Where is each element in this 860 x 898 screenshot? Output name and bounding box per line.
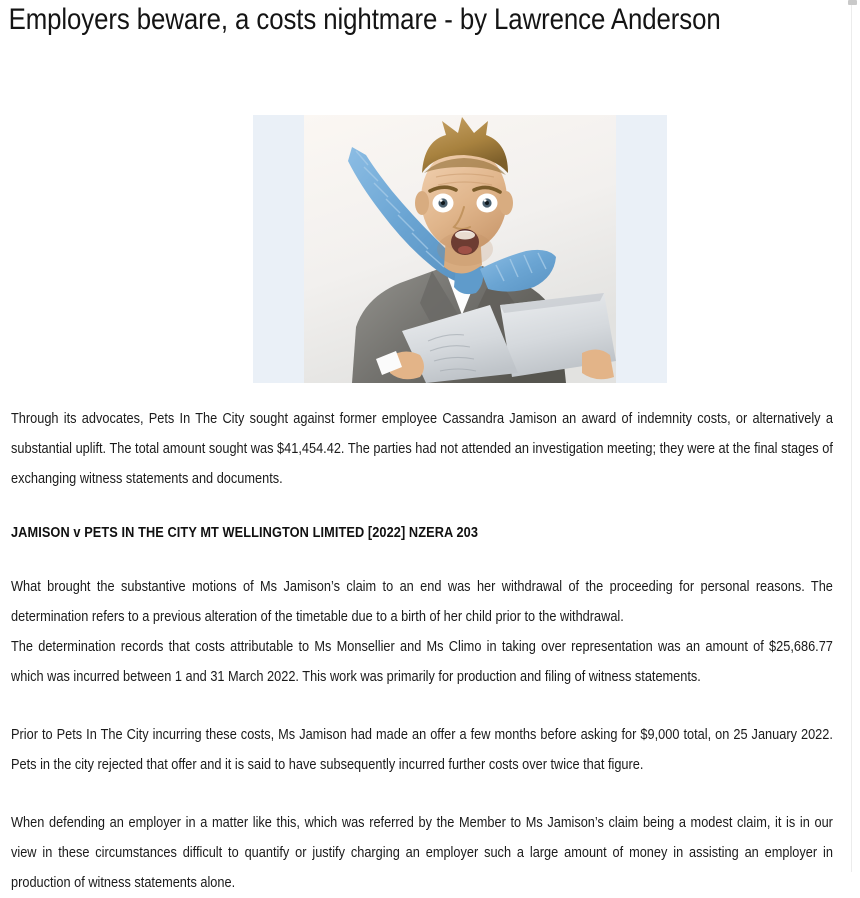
page-title: Employers beware, a costs nightmare - by Lawrence Anderson bbox=[8, 3, 721, 36]
article-body bbox=[11, 404, 833, 898]
hero-figure bbox=[253, 115, 667, 383]
paragraph-intro: Through its advocates, Pets In The City sought against former employee Cassandra Jamison an award of indemnity costs, or alternatively a substantial uplift. The total amount sought was $41,454.42. The parties had not attended an investigation meeting; they were at the final stages of exchanging witness statements and documents. bbox=[11, 411, 833, 487]
page-right-divider bbox=[851, 0, 852, 872]
case-citation-heading: JAMISON v PETS IN THE CITY MT WELLINGTON LIMITED [2022] NZERA 203 bbox=[11, 525, 479, 541]
paragraph-offer: Prior to Pets In The City incurring these costs, Ms Jamison had made an offer a few months before asking for $9,000 total, on 25 January 2022. Pets in the city rejected that offer and it is said to have subsequently incurred further costs over twice that figure. bbox=[11, 727, 833, 773]
spacer bbox=[11, 692, 833, 720]
scrollbar-thumb[interactable] bbox=[848, 0, 857, 5]
paragraph-opinion: When defending an employer in a matter like this, which was referred by the Member to Ms Jamison’s claim being a modest claim, it is in our view in these circumstances difficult to quantify or justify charging an employer such a large amount of money in assisting an employer in production of witness statements alone. bbox=[11, 815, 833, 891]
spacer bbox=[11, 544, 833, 572]
hero-image bbox=[304, 115, 616, 383]
spacer bbox=[11, 494, 833, 522]
paragraph-withdrawal: What brought the substantive motions of Ms Jamison’s claim to an end was her withdrawal of the proceeding for personal reasons. The determination refers to a previous alteration of the timetable due to a birth of her child prior to the withdrawal. bbox=[11, 579, 833, 625]
paragraph-costs-record: The determination records that costs attributable to Ms Monsellier and Ms Climo in taking over representation was an amount of $25,686.77 which was incurred between 1 and 31 March 2022. This work was primarily for production and filing of witness statements. bbox=[11, 639, 833, 685]
spacer bbox=[11, 780, 833, 808]
